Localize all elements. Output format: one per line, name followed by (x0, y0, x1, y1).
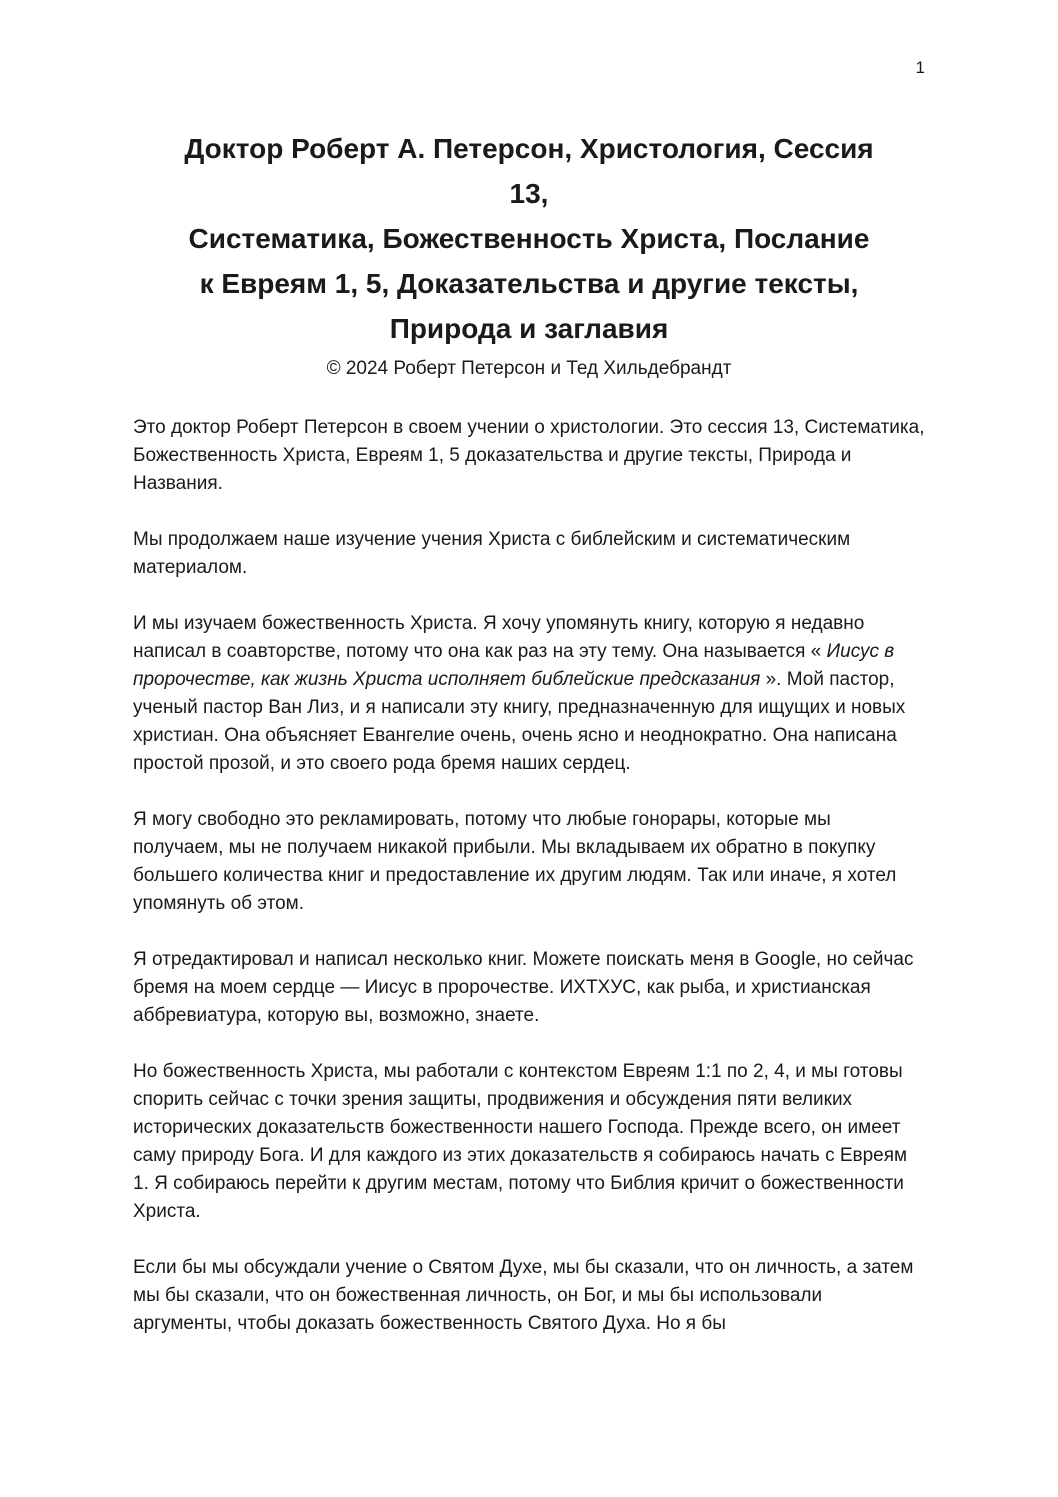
paragraph-text: Это доктор Роберт Петерсон в своем учении о христологии. Это сессия 13, Систематика, Божественность Христа, Евреям 1, 5 доказательства и другие тексты, Природа и Названия. (133, 417, 925, 494)
paragraph (133, 1254, 925, 1338)
paragraph-text: Но божественность Христа, мы работали с контекстом Евреям 1:1 по 2, 4, и мы готовы спорить сейчас с точки зрения защиты, продвижения и обсуждения пяти великих исторических доказательств божественности нашего Господа. Прежде всего, он имеет саму природу Бога. И для каждого из этих доказательств я собираюсь начать с Евреям 1. Я собираюсь перейти к другим местам, потому что Библия кричит о божественности Христа. (133, 1061, 908, 1222)
paragraph-text: Если бы мы обсуждали учение о Святом Духе, мы бы сказали, что он личность, а затем мы бы сказали, что он божественная личность, он Бог, и мы бы использовали аргументы, чтобы доказать божественность Святого Духа. Но я бы (133, 1257, 914, 1334)
paragraph-text: Я отредактировал и написал несколько книг. Можете поискать меня в Google, но сейчас бремя на моем сердце — Иисус в пророчестве. ИХТХУС, как рыба, и христианская аббревиатура, которую вы, возможно, знаете. (133, 949, 914, 1026)
paragraph-text: Мы продолжаем наше изучение учения Христа с библейским и систематическим материалом. (133, 529, 851, 578)
paragraph-text: И мы изучаем божественность Христа. Я хочу упомянуть книгу, которую я недавно написал в соавторстве, потому что она как раз на эту тему. Она называется « (133, 613, 865, 662)
title-line-2: 13, (509, 178, 549, 209)
paragraph-text: ». Мой пастор, ученый пастор Ван Лиз, и я написали эту книгу, предназначенную для ищущих и новых христиан. Она объясняет Евангелие очень, очень ясно и неоднократно. Она написана простой прозой, и это своего рода бремя наших сердец. (133, 669, 906, 774)
paragraph (133, 946, 925, 1030)
paragraph-text: Я могу свободно это рекламировать, потому что любые гонорары, которые мы получаем, мы не получаем никакой прибыли. Мы вкладываем их обратно в покупку большего количества книг и предоставление их другим людям. Так или иначе, я хотел упомянуть об этом. (133, 809, 897, 914)
paragraph (133, 526, 925, 582)
title-line-5: Природа и заглавия (389, 313, 669, 344)
paragraph (133, 806, 925, 918)
title-line-1: Доктор Роберт А. Петерсон, Христология, Сессия (184, 133, 874, 164)
book-title-italic: Иисус в пророчестве, как жизнь Христа исполняет библейские предсказания (133, 641, 895, 690)
copyright-line: © 2024 Роберт Петерсон и Тед Хильдебрандт (326, 358, 732, 379)
document-title (133, 126, 925, 351)
page-number: 1 (915, 58, 925, 77)
title-line-3: Систематика, Божественность Христа, Послание (188, 223, 870, 254)
paragraph (133, 414, 925, 498)
title-line-4: к Евреям 1, 5, Доказательства и другие тексты, (199, 268, 859, 299)
document-body (133, 414, 925, 1338)
paragraph (133, 610, 925, 778)
paragraph (133, 1058, 925, 1226)
